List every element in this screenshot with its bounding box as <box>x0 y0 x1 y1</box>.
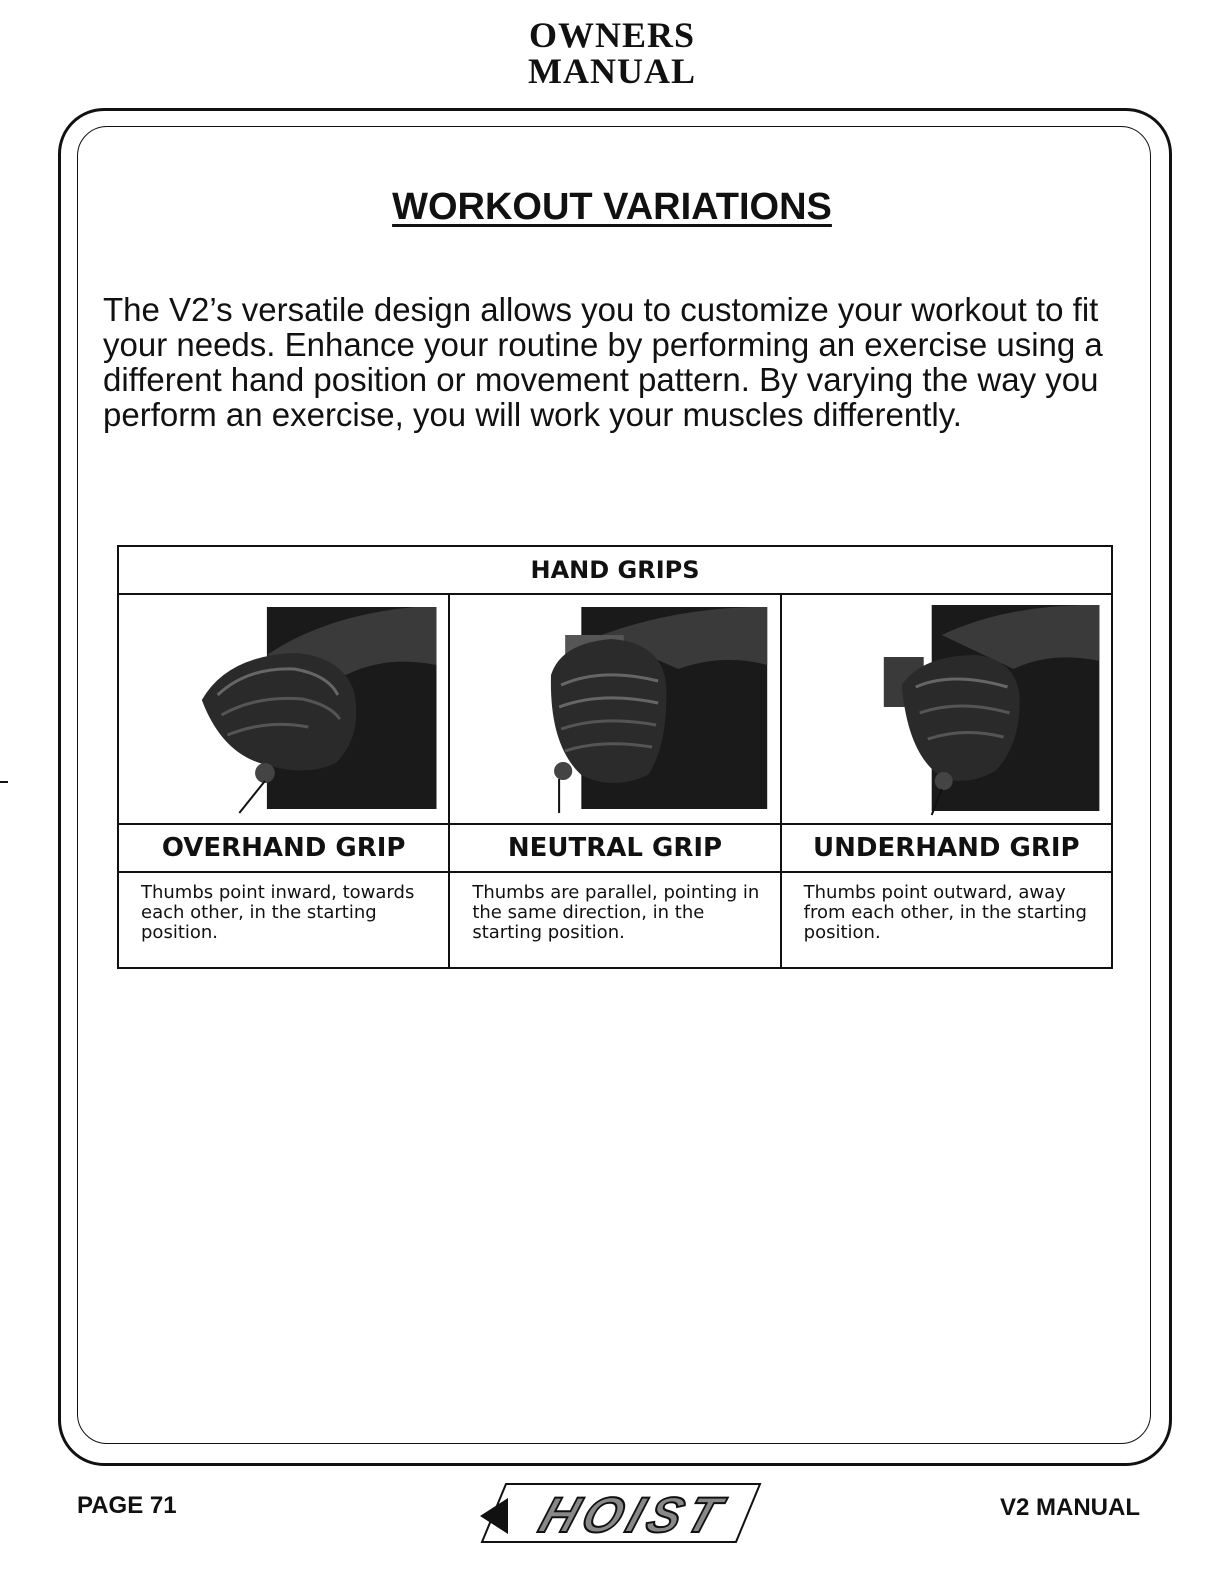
overhand-grip-photo <box>118 594 449 824</box>
intro-paragraph: The V2’s versatile design allows you to customize your workout to fit your needs. Enhance your routine by performing an exercise using a different hand position or movement pattern. By varying the way you perform an exercise, you will work your muscles differently. <box>103 291 1103 433</box>
underhand-grip-photo <box>781 594 1112 824</box>
neutral-grip-photo <box>449 594 780 824</box>
section-title: WORKOUT VARIATIONS <box>392 186 832 228</box>
overhand-grip-image <box>119 595 448 823</box>
neutral-grip-image <box>450 595 779 823</box>
svg-text:HOIST: HOIST <box>532 1487 734 1543</box>
grip-name-overhand: OVERHAND GRIP <box>118 824 449 872</box>
grip-name-neutral: NEUTRAL GRIP <box>449 824 780 872</box>
hoist-logo <box>478 1476 764 1550</box>
grip-desc-neutral: Thumbs are parallel, pointing in the same direction, in the starting position. <box>449 872 780 968</box>
underhand-grip-image <box>782 595 1111 823</box>
manual-name: V2 MANUAL <box>1000 1494 1141 1521</box>
margin-mark <box>0 781 8 783</box>
header-owners: OWNERS <box>528 15 696 55</box>
table-header: HAND GRIPS <box>118 546 1112 594</box>
grip-desc-overhand: Thumbs point inward, towards each other, in the starting position. <box>118 872 449 968</box>
header-manual: MANUAL <box>528 51 696 91</box>
grip-desc-underhand: Thumbs point outward, away from each other, in the starting position. <box>781 872 1112 968</box>
hand-grips-table <box>117 545 1113 969</box>
page-number: PAGE 71 <box>77 1492 177 1519</box>
grip-name-underhand: UNDERHAND GRIP <box>781 824 1112 872</box>
